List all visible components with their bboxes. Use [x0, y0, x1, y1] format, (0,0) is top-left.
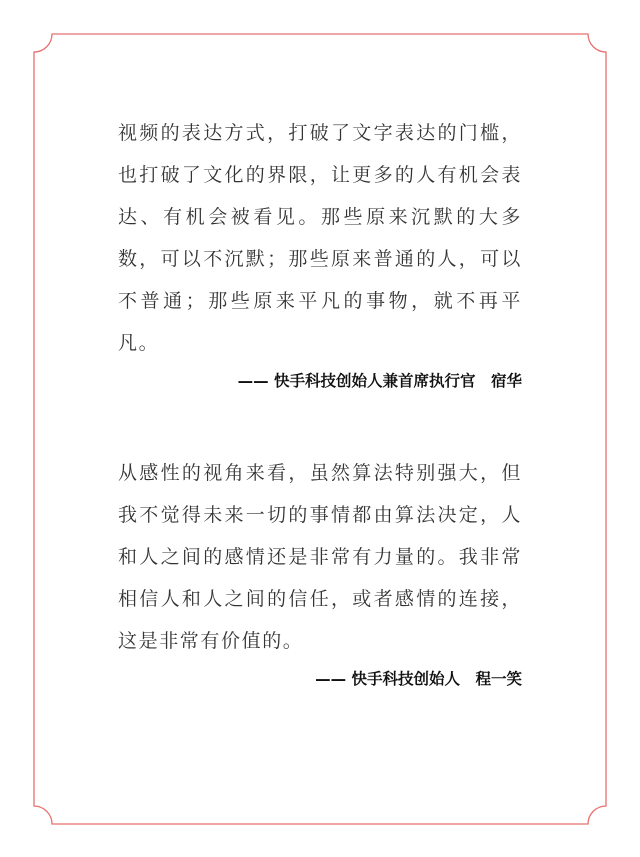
quote-attribution-su-hua: —— 快手科技创始人兼首席执行官 宿华: [237, 372, 522, 390]
quote-text-su-hua: 视频的表达方式，打破了文字表达的门槛，也打破了文化的界限，让更多的人有机会表达、有机会被看见。那些原来沉默的大多数，可以不沉默；那些原来普通的人，可以不普通；那些原来平凡的事物，就不再平凡。: [118, 122, 522, 354]
quote-container: [118, 112, 522, 692]
quote-attribution-cheng-yixiao: —— 快手科技创始人 程一笑: [315, 670, 522, 688]
quote-text-cheng-yixiao: 从感性的视角来看，虽然算法特别强大，但我不觉得未来一切的事情都由算法决定，人和人之间的感情还是非常有力量的。我非常相信人和人之间的信任，或者感情的连接，这是非常有价值的。: [118, 462, 522, 652]
section-spacer: [118, 394, 522, 452]
